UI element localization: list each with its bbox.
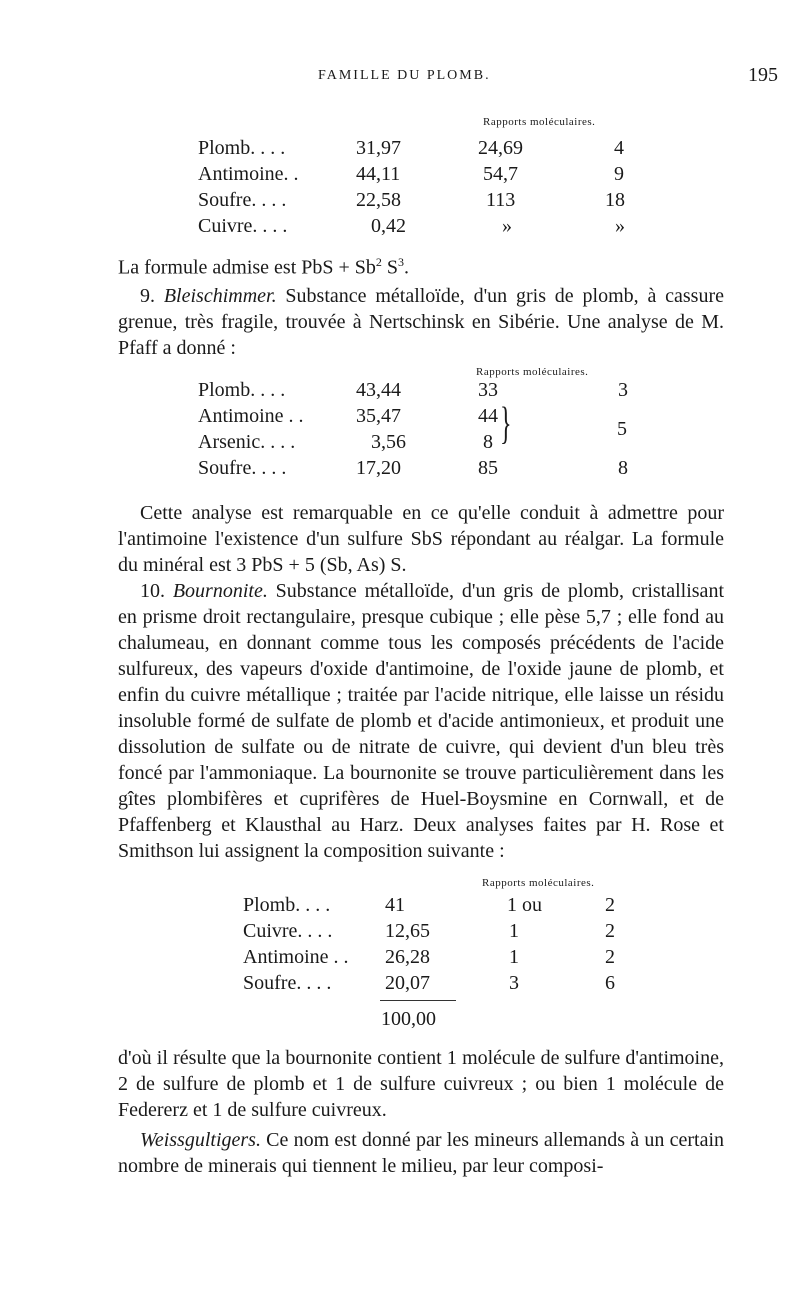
page-number: 195 — [748, 64, 778, 86]
table1-row-name: Cuivre. . . . — [198, 215, 288, 237]
table1-row-mol: 18 — [605, 189, 625, 211]
table2-row-name: Plomb. . . . — [198, 379, 286, 401]
table1-row-value: 44,11 — [356, 163, 401, 185]
table2-row-value: 35,47 — [356, 405, 401, 427]
table2-row-name: Soufre. . . . — [198, 457, 287, 479]
table3-row-name: Soufre. . . . — [243, 972, 332, 994]
table1-row-ratio: 54,7 — [483, 163, 518, 185]
table3-row-r1: 1 ou — [507, 894, 542, 916]
table1-row-mol: » — [615, 215, 625, 237]
paragraph-bournonite: 10. Bournonite. Substance métalloïde, d'un gris de plomb, cristallisant en prisme droit rectangulaire, presque cubique ; elle pèse 5,7 ; elle fond au chalumeau, en donnant comme tous les composés précédents de l'acide sulfureux, des vapeurs d'oxide d'antimoine, de l'oxide jaune de plomb, et enfin du cuivre métallique ; traitée par l'acide nitrique, elle laisse un résidu insoluble formé de sulfate de plomb et d'acide antimonieux, et produit une dissolution de sulfate ou de nitrate de cuivre, qui devient d'un bleu très foncé par l'ammoniaque. La bournonite se trouve particulièrement dans les gîtes plombifères et cuprifères de Huel-Boysmine en Cornwall, et de Pfaffenberg et Klausthal au Harz. Deux analyses faites par H. Rose et Smithson lui assignent la composition suivante : — [118, 580, 724, 862]
table3-row-r1: 3 — [509, 972, 519, 994]
formula-line: La formule admise est PbS + $Sb^2$ $S^3$. — [118, 255, 410, 279]
table3-row-r2: 2 — [605, 946, 615, 968]
table2-row-ratio: 85 — [478, 457, 498, 479]
table3-total: 100,00 — [381, 1008, 436, 1030]
table1-row-value: 0,42 — [371, 215, 406, 237]
table1-row-ratio: » — [502, 215, 512, 237]
table3-row-name: Plomb. . . . — [243, 894, 331, 916]
table2-row-ratio: 33 — [478, 379, 498, 401]
table2-row-name: Arsenic. . . . — [198, 431, 296, 453]
table3-caption: Rapports moléculaires. — [482, 877, 595, 889]
table1-row-ratio: 113 — [486, 189, 516, 211]
table1-caption: Rapports moléculaires. — [483, 116, 596, 128]
table3-row-r2: 6 — [605, 972, 615, 994]
table1-row-value: 22,58 — [356, 189, 401, 211]
table1-row-name: Soufre. . . . — [198, 189, 287, 211]
table1-row-value: 31,97 — [356, 137, 401, 159]
paragraph-weissgultigers: Weissgultigers. Ce nom est donné par les mineurs allemands à un certain nombre de minerais qui tiennent le milieu, par leur composi- — [118, 1129, 724, 1177]
table2-row-mol: 3 — [618, 379, 628, 401]
table3-row-name: Cuivre. . . . — [243, 920, 333, 942]
table1-row-name: Plomb. . . . — [198, 137, 286, 159]
table2-row-name: Antimoine . . — [198, 405, 304, 427]
table2-row-value: 17,20 — [356, 457, 401, 479]
table1-row-name: Antimoine. . — [198, 163, 299, 185]
table2-row-ratio: 44 — [478, 405, 498, 427]
brace-icon: } — [500, 400, 512, 450]
table1-row-mol: 9 — [614, 163, 624, 185]
table3-row-r2: 2 — [605, 920, 615, 942]
table3-row-value: 20,07 — [385, 972, 430, 994]
table2-row-value: 43,44 — [356, 379, 401, 401]
table2-caption: Rapports moléculaires. — [476, 366, 589, 378]
table2-row-mol: 8 — [618, 457, 628, 479]
table1-row-mol: 4 — [614, 137, 624, 159]
table1-row-ratio: 24,69 — [478, 137, 523, 159]
paragraph-result: d'où il résulte que la bournonite contient 1 molécule de sulfure d'antimoine, 2 de sulfure de plomb et 1 de sulfure cuivreux ; ou bien 1 molécule de Federerz et 1 de sulfure cuivreux. — [118, 1047, 724, 1121]
table3-row-r2: 2 — [605, 894, 615, 916]
paragraph-analyse: Cette analyse est remarquable en ce qu'elle conduit à admettre pour l'antimoine l'existence d'un sulfure SbS répondant au réalgar. La formule du minéral est 3 PbS + 5 (Sb, As) S. — [118, 502, 724, 576]
table3-row-value: 12,65 — [385, 920, 430, 942]
table2-combined-mol: 5 — [617, 418, 627, 440]
table3-row-value: 26,28 — [385, 946, 430, 968]
table3-row-r1: 1 — [509, 920, 519, 942]
paragraph-bleischimmer: 9. Bleischimmer. Substance métalloïde, d'un gris de plomb, à cassure grenue, très fragile, trouvée à Nertschinsk en Sibérie. Une analyse de M. Pfaff a donné : — [118, 285, 724, 359]
table2-row-value: 3,56 — [371, 431, 406, 453]
table3-row-r1: 1 — [509, 946, 519, 968]
running-header: FAMILLE DU PLOMB. — [318, 68, 491, 83]
table3-row-value: 41 — [385, 894, 405, 916]
sum-rule — [380, 1000, 456, 1001]
table3-row-name: Antimoine . . — [243, 946, 349, 968]
table2-row-ratio: 8 — [483, 431, 493, 453]
